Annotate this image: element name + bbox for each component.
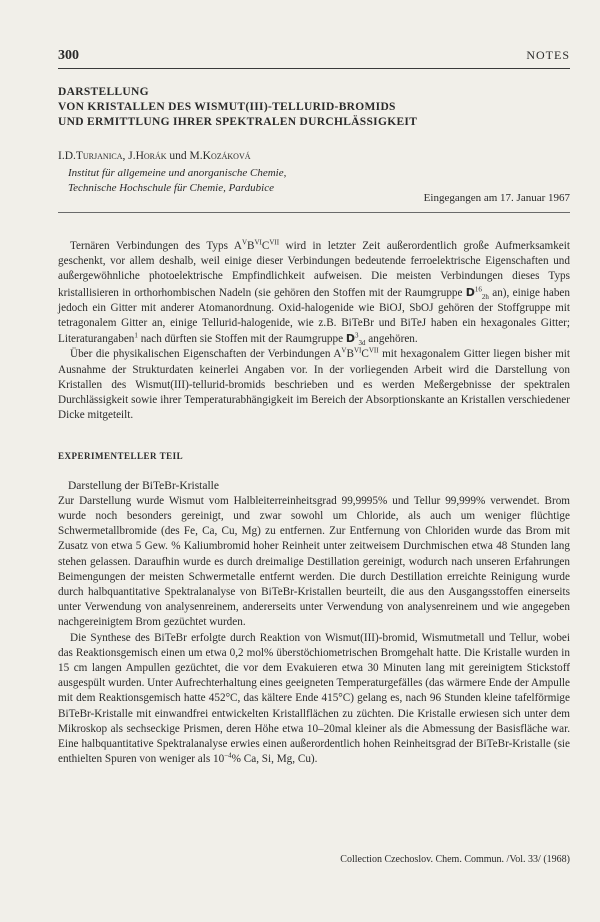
title-line-2: VON KRISTALLEN DES WISMUT(III)-TELLURID-BROMIDS [58,101,396,113]
title-line-1: DARSTELLUNG [58,86,149,98]
author-3: M.Kozáková [189,150,251,162]
paragraph-intro-1: Ternären Verbindungen des Typs $A^VB^{VI}C^{VII}$ wird in letzter Zeit außerordentlich große Aufmerksamkeit geschenkt, vor allem deshalb, weil einige dieser Verbindungen bedeutende ferroelektrische Eigenschaften und außergewöhnliche photoelektrische Empfindlichkeit aufweisen. Die meisten Verbindungen dieses Typs kristallisieren in orthorhombischen Nadeln (sie gehören den Stoffen mit der Raumgruppe $D^{16}_{2h}$ an), einige haben jedoch ein Gitter mit anderer Atomanordnung. Oxid-halogenide wie BiOJ, SbOJ gehören der Stoffgruppe mit tetragonalem Gitter an, einige Tellurid-halogenide, wie z.B. BiTeBr und BiTeJ haben ein hexagonales Gitter; Literaturangaben$^1$ nach dürften sie Stoffen mit der Raumgruppe $D^3_{3d}$ angehören. [58,238,570,348]
author-1: I.D.Turjanica, [58,150,126,162]
section-name: NOTES [526,48,570,62]
affiliation-line-1: Institut für allgemeine und anorganische Chemie, [68,167,287,179]
running-header [58,48,570,69]
article-title [58,85,570,130]
subsection-heading: Darstellung der BiTeBr-Kristalle [68,479,219,492]
journal-footer: Collection Czechoslov. Chem. Commun. /Vol. 33/ (1968) [340,854,570,865]
reference-marker: 1 [134,331,138,340]
article-body [58,239,570,768]
paragraph-exp-2: Die Synthese des BiTeBr erfolgte durch Reaktion von Wismut(III)-bromid, Wismutmetall und Tellur, wobei das Reaktionsgemisch einen um etwa 0,2 mol% überstöchiometrischen Bromgehalt hatte. Die Kristalle wurden in 15 cm langen Ampullen gezüchtet, die vor dem Evakuieren etwa 30 Minuten lang mit gereinigtem Stickstoff ausgespült wurden. Unter Aufrechterhaltung eines geeigneten Temperaturgefälles (das wärmere Ende der Ampulle mit dem Reaktionsgemisch hatte 452°C, das kältere Ende 415°C) gelang es, nach 96 Stunden kleine tafelförmige BiTeBr-Kristalle mit einwandfrei entwickelten Kristallflächen zu züchten. Die Kristalle erwiesen sich unter dem Mikroskop als sechseckige Prismen, deren Höhe etwa 10–20mal kleiner als die Abmessung der Basisfläche war. Eine halbquantitative Spektralanalyse erwies einen außerordentlich hohen Reinheitsgrad der BiTeBr-Kristalle (sie enthielten Spuren von weniger als $10^{-4}\%$ Ca, Si, Mg, Cu). [58,631,570,766]
paragraph-exp-1: Zur Darstellung wurde Wismut vom Halbleiterreinheitsgrad 99,9995% und Tellur 99,999% verwendet. Brom wurde noch besonders gereinigt, und zwar sowohl um Chloride, als auch um weniger flüchtige Schwermetallbromide (des Fe, Ca, Cu, Mg) zu entfernen. Zur Entfernung von Chloriden wurde das Brom mit Zusatz von etwa 5 Gew. % Kaliumbromid hoher Reinheit unter zeitweisem Durchmischen etwa 48 Stunden lang stehen gelassen. Daraufhin wurde es durch dreimalige Destillation gereinigt, wodurch nach unseren Erfahrungen Beimengungen der meisten Schwermetalle entfernt werden. Die durch Destillation erreichte Reinigung wurde durch halbquantitative Spektralanalyse von BiTeBr-Kristallen beurteilt, die aus den Ausgangsstoffen einerseits unter Verwendung von analysenreinem, andererseits unter Verwendung von analysenreinem und wie angegeben nachgereinigtem Brom gezüchtet wurden. [58,494,570,629]
author-conjunction: und [169,150,187,162]
section-heading: EXPERIMENTELLER TEIL [58,451,184,462]
author-list [58,150,570,162]
author-2: J.Horák [128,150,167,162]
title-line-3: UND ERMITTLUNG IHRER SPEKTRALEN DURCHLÄSSIGKEIT [58,116,418,128]
paragraph-intro-2: Über die physikalischen Eigenschaften der Verbindungen $A^VB^{VI}C^{VII}$ mit hexagonalem Gitter liegen bisher mit Ausnahme der Strukturdaten keinerlei Angaben vor. In der vorliegenden Arbeit wird die Darstellung von Kristallen des Wismut(III)-tellurid-bromids beschrieben und es werden Meßergebnisse der spektralen Durchlässigkeit sowie ihrer Temperaturabhängigkeit im Bereich der Absorptionskante an Kristallen verschiedener Dicke mitgeteilt. [58,346,570,422]
affiliation-line-2: Technische Hochschule für Chemie, Pardubice [68,182,275,194]
received-date: Eingegangen am 17. Januar 1967 [58,192,570,213]
page-number: 300 [58,48,79,63]
